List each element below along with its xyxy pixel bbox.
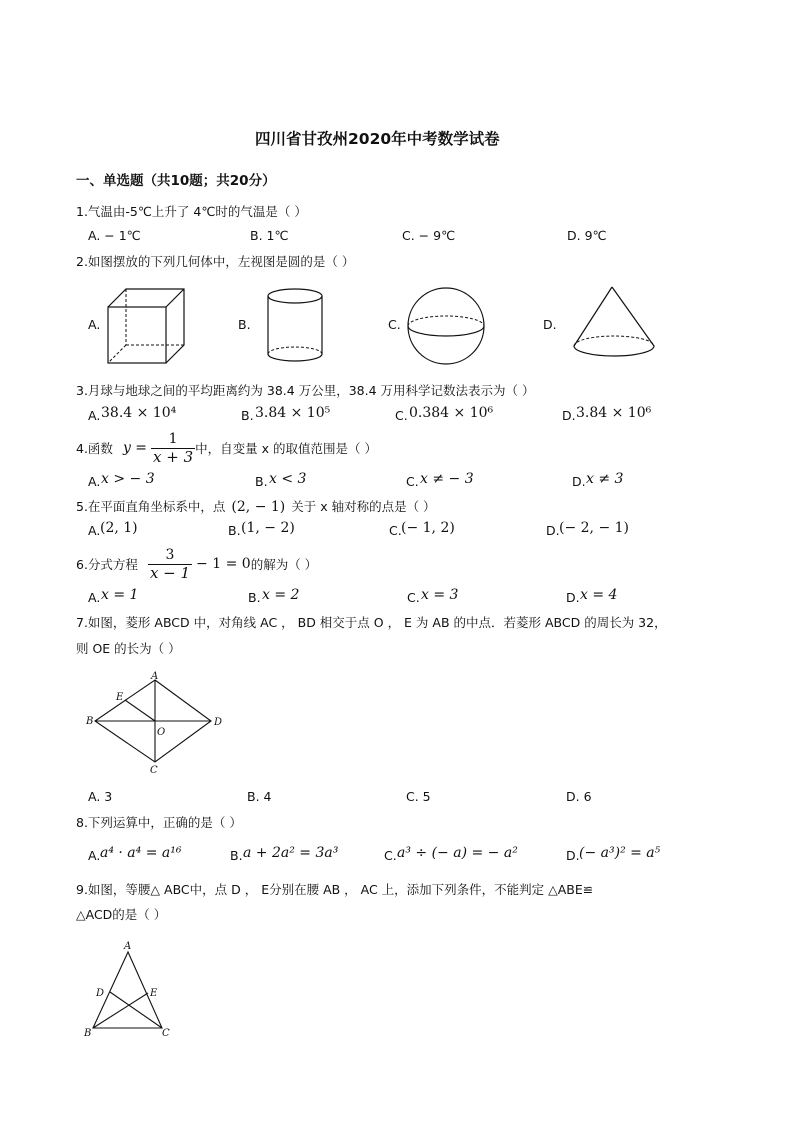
question-4-denominator: x + 3 [153, 447, 194, 466]
question-6-option-a: A. [88, 590, 101, 605]
section-heading: 一、单选题（共10题；共20分） [76, 173, 276, 189]
question-6-denominator: x − 1 [149, 563, 191, 582]
question-5-option-b-math: (1, − 2) [241, 520, 295, 536]
question-4-option-b-math: x < 3 [269, 471, 307, 487]
question-8-option-a-math: a⁴ · a⁴ = a¹⁶ [100, 845, 182, 861]
question-8-option-d: D. [566, 848, 580, 863]
question-8-option-c-math: a³ ÷ (− a) = − a² [397, 845, 518, 861]
question-7-option-b: B. 4 [247, 789, 272, 804]
question-2-option-b: B. [238, 317, 251, 332]
question-5-option-c-math: (− 1, 2) [401, 520, 455, 536]
triangle-label-e: E [150, 988, 158, 999]
question-3-option-a: A. [88, 408, 101, 423]
question-4-option-d: D. [572, 474, 586, 489]
question-5-option-b: B. [228, 523, 241, 538]
question-2-option-c: C. [388, 317, 401, 332]
question-6-option-d: D. [566, 590, 580, 605]
question-4-stem [76, 428, 377, 468]
question-6-stem [76, 544, 317, 584]
question-6-option-c-math: x = 3 [421, 587, 459, 603]
question-5-option-d-math: (− 2, − 1) [559, 520, 629, 536]
question-7-option-d: D. 6 [566, 789, 592, 804]
question-5-option-c: C. [389, 523, 402, 538]
question-6-option-c: C. [407, 590, 420, 605]
page-title: 四川省甘孜州2020年中考数学试卷 [255, 130, 500, 148]
question-3-option-b-math: 3.84 × 10⁵ [255, 405, 331, 421]
question-6-fraction [148, 547, 192, 582]
rhombus-label-c: C [150, 765, 158, 776]
question-5-option-d: D. [546, 523, 560, 538]
question-6-suffix: 的解为（ ） [250, 557, 318, 572]
question-7-option-c: C. 5 [406, 789, 431, 804]
question-3-option-c-math: 0.384 × 10⁶ [409, 405, 494, 421]
question-8-option-a: A. [88, 848, 101, 863]
question-1-option-b: B. 1℃ [250, 228, 289, 243]
rhombus-label-a: A [151, 671, 159, 682]
question-4-option-b: B. [255, 474, 268, 489]
question-1-option-a: A. − 1℃ [88, 228, 141, 243]
question-8-option-b-math: a + 2a² = 3a³ [243, 845, 339, 861]
question-5-point: (2, − 1) [231, 499, 286, 515]
question-1-option-c: C. − 9℃ [402, 228, 456, 243]
question-4-option-a: A. [88, 474, 101, 489]
question-9-stem-line-2: △ACD的是（ ） [76, 907, 167, 922]
question-7-option-a: A. 3 [88, 789, 113, 804]
rhombus-label-b: B [86, 716, 94, 727]
question-6-option-b-math: x = 2 [262, 587, 300, 603]
question-3-option-c: C. [395, 408, 408, 423]
rhombus-label-o: O [157, 727, 166, 738]
question-6-option-d-math: x = 4 [580, 587, 618, 603]
question-6-option-a-math: x = 1 [101, 587, 139, 603]
triangle-label-b: B [84, 1028, 92, 1039]
question-7-stem-line-1: 7.如图，菱形 ABCD 中，对角线 AC ， BD 相交于点 O ， E 为 AB 的中点．若菱形 ABCD 的周长为 32， [76, 615, 667, 630]
question-4-option-c: C. [406, 474, 419, 489]
question-4-suffix: 中，自变量 x 的取值范围是（ ） [195, 441, 377, 456]
question-4-fraction [151, 431, 195, 466]
question-3-option-d-math: 3.84 × 10⁶ [576, 405, 652, 421]
question-3-option-b: B. [241, 408, 254, 423]
question-4-lhs: y = [122, 440, 148, 456]
cylinder-figure [264, 286, 326, 366]
cone-figure [570, 284, 660, 362]
question-5-option-a: A. [88, 523, 101, 538]
question-8-option-d-math: (− a³)² = a⁵ [579, 845, 661, 861]
question-4-option-d-math: x ≠ 3 [586, 471, 624, 487]
question-3-option-a-math: 38.4 × 10⁴ [101, 405, 177, 421]
question-4-prefix: 4.函数 [76, 441, 113, 456]
rhombus-label-d: D [214, 717, 223, 728]
question-5-prefix: 5.在平面直角坐标系中，点 [76, 499, 226, 514]
question-2-option-d: D. [543, 317, 557, 332]
question-4-option-a-math: x > − 3 [101, 471, 155, 487]
question-6-option-b: B. [248, 590, 261, 605]
question-4-option-c-math: x ≠ − 3 [420, 471, 474, 487]
question-8-option-c: C. [384, 848, 397, 863]
question-6-numerator: 3 [148, 547, 192, 565]
question-3-stem: 3.月球与地球之间的平均距离约为 38.4 万公里，38.4 万用科学记数法表示为（ ） [76, 383, 535, 398]
sphere-figure [404, 286, 488, 366]
isosceles-triangle-figure [82, 938, 178, 1042]
question-5-option-a-math: (2, 1) [100, 520, 138, 536]
question-2-option-a: A. [88, 317, 101, 332]
question-5-stem [76, 497, 436, 515]
question-5-suffix: 关于 x 轴对称的点是（ ） [291, 499, 436, 514]
question-1-stem: 1.气温由-5℃上升了 4℃时的气温是（ ） [76, 204, 307, 219]
cube-figure [104, 285, 189, 367]
question-4-numerator: 1 [151, 431, 195, 449]
question-3-option-d: D. [562, 408, 576, 423]
question-1-option-d: D. 9℃ [567, 228, 607, 243]
rhombus-figure [84, 670, 234, 776]
question-6-prefix: 6.分式方程 [76, 557, 138, 572]
question-6-rest: − 1 = 0 [196, 556, 251, 572]
triangle-label-d: D [96, 988, 105, 999]
rhombus-label-e: E [116, 692, 124, 703]
question-8-option-b: B. [230, 848, 243, 863]
triangle-label-a: A [124, 941, 132, 952]
triangle-label-c: C [162, 1028, 170, 1039]
question-7-stem-line-2: 则 OE 的长为（ ） [76, 641, 181, 656]
question-9-stem-line-1: 9.如图，等腰△ ABC中，点 D ， E分别在腰 AB ， AC 上，添加下列条件，不能判定 △ABE≌ [76, 882, 594, 897]
question-2-stem: 2.如图摆放的下列几何体中，左视图是圆的是（ ） [76, 254, 355, 269]
question-8-stem: 8.下列运算中，正确的是（ ） [76, 815, 242, 830]
